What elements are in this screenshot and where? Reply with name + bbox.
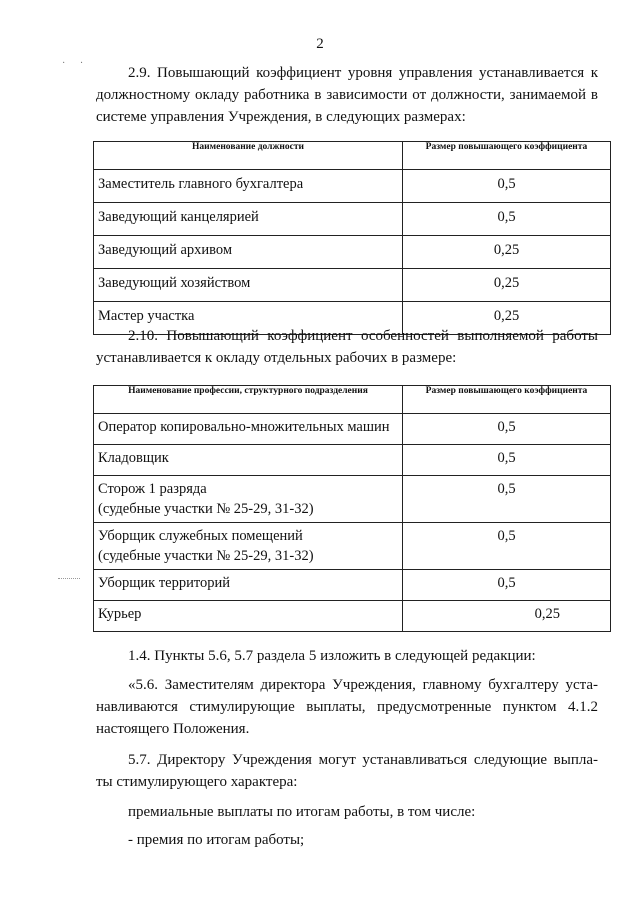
- profession-note: (судебные участки № 25-29, 31-32): [98, 548, 314, 564]
- text-line: навливаются стимулирующие выплаты, предусмотренные пунктом 4.1.2: [96, 699, 598, 715]
- section-2-9-paragraph: [96, 62, 598, 128]
- table-row: [94, 203, 611, 236]
- text-line: должностному окладу работника в зависимости от должности, занимаемой в: [96, 87, 598, 103]
- text-line: премиальные выплаты по итогам работы, в том числе:: [128, 804, 476, 820]
- scan-marks: · ·: [62, 58, 90, 69]
- column-header: Размер повышающего коэффициента: [403, 142, 611, 170]
- coefficient-cell: 0,5: [403, 523, 611, 570]
- text-line: 2.10. Повышающий коэффициент особенностей выполняемой работы: [128, 328, 598, 344]
- position-cell: Заведующий архивом: [94, 236, 403, 269]
- column-header: Наименование профессии, структурного подразделения: [94, 386, 403, 414]
- coefficient-cell: 0,5: [403, 203, 611, 236]
- text-line: - премия по итогам работы;: [128, 832, 305, 848]
- coefficient-cell: 0,5: [403, 445, 611, 476]
- coefficient-cell: 0,5: [403, 414, 611, 445]
- profession-name: Оператор копировально-множительных машин: [98, 419, 390, 435]
- column-header: Наименование должности: [94, 142, 403, 170]
- text-line: 2.9. Повышающий коэффициент уровня управления устанавливается к: [128, 65, 598, 81]
- coefficient-cell: 0,25: [403, 236, 611, 269]
- table-header-row: [94, 386, 611, 414]
- coefficient-cell: 0,25: [403, 269, 611, 302]
- table-row: [94, 414, 611, 445]
- coefficient-cell: 0,5: [403, 476, 611, 523]
- item-5-7-paragraph: [96, 749, 598, 793]
- profession-cell: [94, 601, 403, 632]
- table-row: [94, 476, 611, 523]
- text-line: «5.6. Заместителям директора Учреждения, главному бухгалтеру уста-: [128, 677, 598, 693]
- position-cell: Заведующий канцелярией: [94, 203, 403, 236]
- table-work-specifics-coefficients: [93, 385, 611, 632]
- text-line: системе управления Учреждения, в следующих размерах:: [96, 109, 466, 125]
- column-header: Размер повышающего коэффициента: [403, 386, 611, 414]
- table-management-coefficients: [93, 141, 611, 335]
- position-cell: Заведующий хозяйством: [94, 269, 403, 302]
- table-row: [94, 601, 611, 632]
- section-2-10-paragraph: [96, 325, 598, 369]
- coefficient-cell: 0,25: [403, 601, 611, 632]
- table-header-row: [94, 142, 611, 170]
- table-row: [94, 269, 611, 302]
- table-row: [94, 523, 611, 570]
- profession-cell: [94, 414, 403, 445]
- profession-cell: [94, 570, 403, 601]
- bonus-paragraph: [96, 801, 598, 823]
- table-row: [94, 170, 611, 203]
- text-line: устанавливается к окладу отдельных рабочих в размере:: [96, 350, 457, 366]
- scan-side-mark: [58, 578, 80, 579]
- text-line: 5.7. Директору Учреждения могут устанавливаться следующие выпла-: [128, 752, 598, 768]
- profession-name: Уборщик территорий: [98, 575, 231, 591]
- coefficient-cell: 0,5: [403, 570, 611, 601]
- table-row: [94, 445, 611, 476]
- profession-name: Уборщик служебных помещений: [98, 528, 303, 544]
- item-5-6-paragraph: [96, 674, 598, 740]
- table-row: [94, 236, 611, 269]
- profession-name: Курьер: [98, 606, 142, 622]
- table-row: [94, 570, 611, 601]
- position-cell: Мастер участка: [94, 302, 403, 335]
- profession-note: (судебные участки № 25-29, 31-32): [98, 501, 314, 517]
- profession-cell: [94, 445, 403, 476]
- position-cell: Заместитель главного бухгалтера: [94, 170, 403, 203]
- text-line: ты стимулирующего характера:: [96, 774, 298, 790]
- profession-name: Сторож 1 разряда: [98, 481, 207, 497]
- profession-cell: [94, 476, 403, 523]
- text-line: настоящего Положения.: [96, 721, 250, 737]
- coefficient-cell: 0,5: [403, 170, 611, 203]
- page-number: 2: [316, 36, 324, 52]
- item-1-4-paragraph: [96, 645, 598, 667]
- coefficient-cell: 0,25: [403, 302, 611, 335]
- profession-cell: [94, 523, 403, 570]
- profession-name: Кладовщик: [98, 450, 169, 466]
- text-line: 1.4. Пункты 5.6, 5.7 раздела 5 изложить в следующей редакции:: [128, 648, 536, 664]
- bonus-item-paragraph: [96, 829, 598, 851]
